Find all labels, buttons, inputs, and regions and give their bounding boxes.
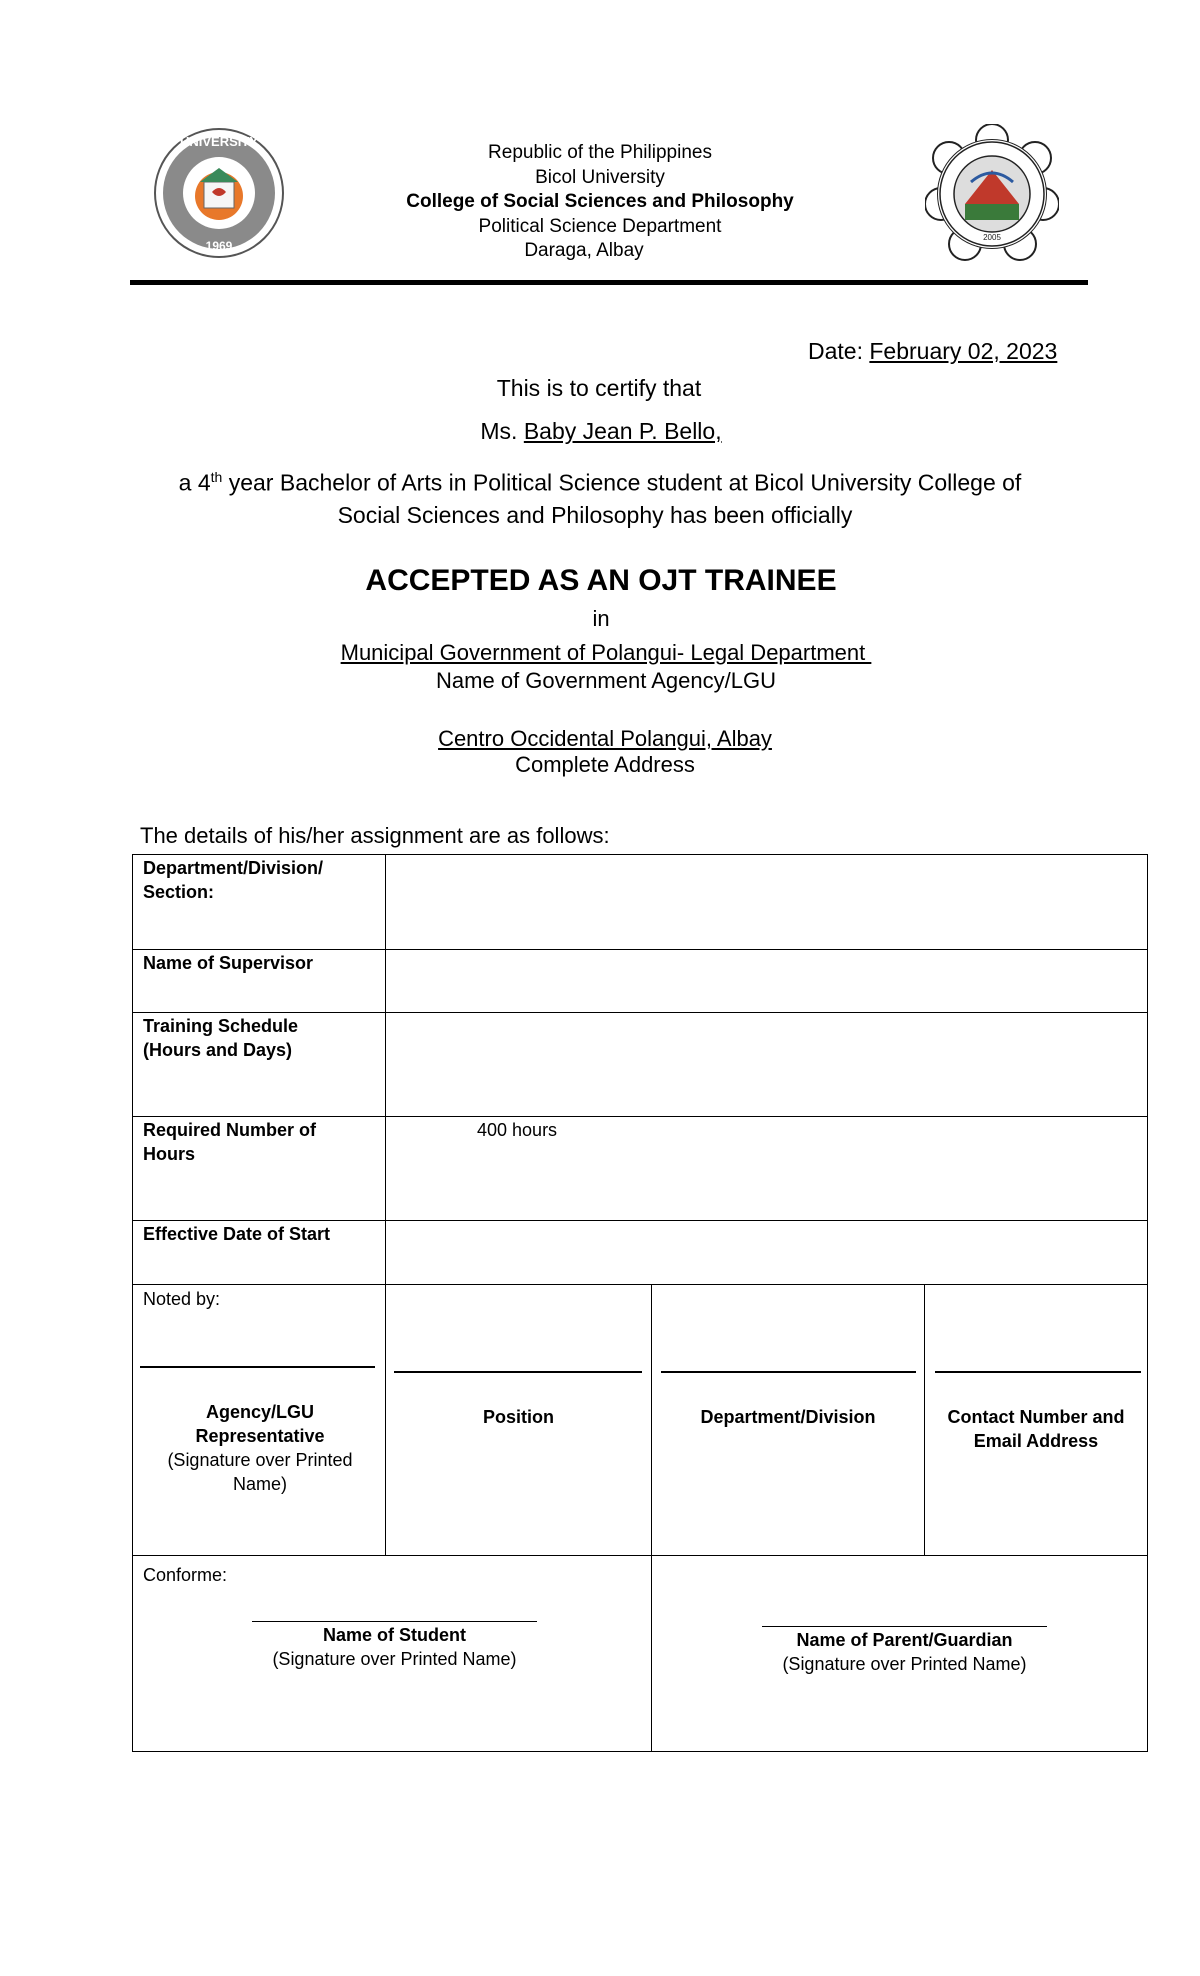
department-caption: Department/Division bbox=[700, 1407, 876, 1427]
program-line-2: Social Sciences and Philosophy has been officially bbox=[337, 502, 853, 528]
header-college: College of Social Sciences and Philosophy bbox=[406, 191, 794, 212]
cssp-seal bbox=[925, 124, 1059, 264]
row-label-schedule-line2: (Hours and Days) bbox=[143, 1040, 293, 1060]
noted-by-label: Noted by: bbox=[143, 1289, 221, 1309]
student-signature-line bbox=[252, 1621, 537, 1622]
svg-text:1969: 1969 bbox=[205, 239, 233, 253]
row-label-required-hours-line2: Hours bbox=[143, 1144, 196, 1164]
agency-caption: Name of Government Agency/LGU bbox=[436, 668, 776, 693]
parent-caption-line2: (Signature over Printed Name) bbox=[782, 1654, 1027, 1674]
svg-text:2005: 2005 bbox=[983, 233, 1001, 242]
agency-value: Municipal Government of Polangui- Legal Department bbox=[340, 640, 872, 665]
table-hline bbox=[132, 1012, 1148, 1013]
program-line-1 bbox=[0, 462, 1200, 498]
year-suffix: th bbox=[210, 469, 223, 485]
in-word: in bbox=[592, 606, 610, 631]
row-label-required-hours-line1: Required Number of bbox=[143, 1120, 317, 1140]
agency-signature-line bbox=[140, 1366, 375, 1368]
date-label: Date: bbox=[808, 338, 863, 364]
student-caption-line1: Name of Student bbox=[322, 1625, 466, 1645]
date-value: February 02, 2023 bbox=[869, 338, 1058, 364]
student-caption-line2: (Signature over Printed Name) bbox=[272, 1649, 517, 1669]
parent-signature-caption bbox=[752, 1628, 1057, 1676]
position-signature-line bbox=[394, 1371, 642, 1373]
row-label-department-line2: Section: bbox=[143, 882, 215, 902]
address-value: Centro Occidental Polangui, Albay bbox=[438, 726, 772, 751]
department-signature-line bbox=[661, 1371, 916, 1373]
header-location: Daraga, Albay bbox=[524, 240, 644, 261]
table-hline bbox=[132, 1116, 1148, 1117]
table-hline bbox=[132, 1220, 1148, 1221]
student-name: Baby Jean P. Bello, bbox=[523, 418, 722, 444]
row-label-start-date: Effective Date of Start bbox=[143, 1224, 331, 1244]
row-label-schedule bbox=[143, 1014, 298, 1062]
table-hline bbox=[132, 1284, 1148, 1285]
row-label-required-hours bbox=[143, 1118, 316, 1166]
student-line bbox=[1, 416, 1200, 446]
agency-caption-line1: Agency/LGU bbox=[205, 1402, 315, 1422]
contact-caption-line2: Email Address bbox=[973, 1431, 1099, 1451]
table-vline bbox=[651, 1284, 652, 1752]
certify-line: This is to certify that bbox=[496, 375, 702, 401]
position-caption: Position bbox=[483, 1407, 554, 1427]
student-signature-caption bbox=[252, 1623, 537, 1671]
row-label-department-line1: Department/Division/ bbox=[143, 858, 324, 878]
year-prefix: a 4 bbox=[178, 469, 211, 496]
table-outer-border bbox=[132, 854, 1148, 1752]
agency-caption-line4: Name) bbox=[232, 1474, 287, 1494]
program-text-1: year Bachelor of Arts in Political Science student at Bicol University College of bbox=[222, 469, 1022, 496]
row-label-supervisor: Name of Supervisor bbox=[143, 953, 314, 973]
address-caption: Complete Address bbox=[515, 752, 695, 777]
svg-text:UNIVERSITY: UNIVERSITY bbox=[179, 134, 259, 149]
table-hline bbox=[132, 949, 1148, 950]
acceptance-headline: ACCEPTED AS AN OJT TRAINEE bbox=[365, 564, 837, 597]
conforme-label: Conforme: bbox=[143, 1565, 228, 1585]
required-hours-value: 400 hours bbox=[477, 1120, 558, 1140]
contact-signature-line bbox=[935, 1371, 1141, 1373]
table-vline bbox=[385, 854, 386, 1555]
header-department: Political Science Department bbox=[478, 216, 722, 237]
parent-caption-line1: Name of Parent/Guardian bbox=[796, 1630, 1013, 1650]
date-row bbox=[808, 336, 1057, 366]
parent-signature-line bbox=[762, 1626, 1047, 1627]
header-republic: Republic of the Philippines bbox=[488, 142, 712, 163]
contact-caption bbox=[925, 1405, 1147, 1453]
agency-caption-line3: (Signature over Printed bbox=[167, 1450, 353, 1470]
contact-caption-line1: Contact Number and bbox=[947, 1407, 1125, 1427]
header-university: Bicol University bbox=[535, 167, 665, 188]
table-hline bbox=[132, 1555, 1148, 1556]
agency-representative-caption bbox=[140, 1400, 380, 1496]
agency-caption-line2: Representative bbox=[195, 1426, 325, 1446]
details-intro: The details of his/her assignment are as follows: bbox=[140, 823, 610, 848]
salutation: Ms. bbox=[480, 418, 518, 444]
header-divider bbox=[130, 280, 1088, 285]
row-label-schedule-line1: Training Schedule bbox=[143, 1016, 299, 1036]
row-label-department bbox=[143, 856, 323, 904]
